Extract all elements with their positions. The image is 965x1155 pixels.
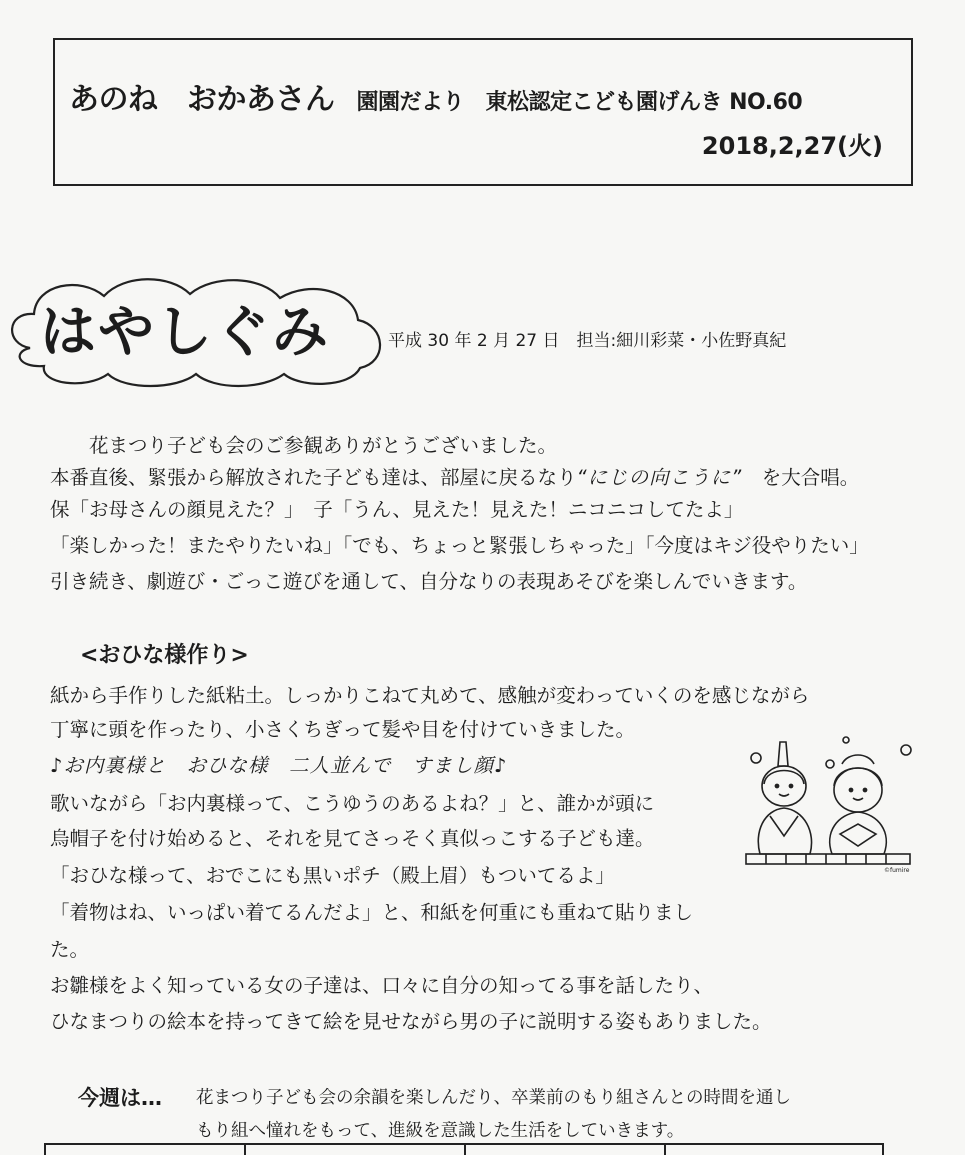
issue-date: 2018,2,27(火): [701, 132, 883, 160]
doll-line: 丁寧に頭を作ったり、小さくちぎって髪や目を付けていきました。: [50, 718, 636, 741]
doll-line: 「おひな様って、おでこにも黒いポチ（殿上眉）もついてるよ」: [50, 864, 615, 887]
this-week-line: 花まつり子ども会の余韻を楽しんだり、卒業前のもり組さんとの時間を通し: [196, 1088, 791, 1108]
newsletter-subtitle: 園園だより 東松認定こども園げんき NO.60: [356, 90, 803, 115]
intro-line: 保「お母さんの顔見えた？」 子「うん、見えた！見えた！ニコニコしてたよ」: [50, 498, 744, 521]
doll-line: 紙から手作りした紙粘土。しっかりこねて丸めて、感触が変わっていくのを感じながら: [50, 684, 810, 707]
this-week-line: もり組へ憧れをもって、進級を意識した生活をしていきます。: [196, 1121, 685, 1141]
intro-text: 本番直後、緊張から解放された子ども達は、部屋に戻るなり: [50, 466, 577, 489]
hina-dolls-illustration-icon: [740, 736, 915, 876]
intro-line: [50, 462, 859, 490]
newsletter-title: あのね おかあさん: [69, 82, 335, 117]
intro-line: 花まつり子ども会のご参観ありがとうございました。: [50, 434, 558, 457]
schedule-table-edge: [44, 1143, 884, 1155]
section-title: <おひな様作り>: [80, 643, 249, 668]
doll-line: ひなまつりの絵本を持ってきて絵を見せながら男の子に説明する姿もありました。: [50, 1010, 772, 1033]
doll-line: 烏帽子を付け始めると、それを見てさっそく真似っこする子ども達。: [50, 827, 655, 850]
this-week-label: 今週は…: [78, 1086, 162, 1110]
doll-line: た。: [50, 938, 90, 961]
intro-text-tail: を大合唱。: [761, 466, 860, 489]
song-title: “にじの向こうに”: [576, 466, 743, 489]
doll-line: 歌いながら「お内裏様って、こうゆうのあるよね？」と、誰かが頭に: [50, 792, 655, 815]
intro-line: 引き続き、劇遊び・ごっこ遊びを通して、自分なりの表現あそびを楽しんでいきます。: [50, 570, 808, 593]
doll-line: お雛様をよく知っている女の子達は、口々に自分の知ってる事を話したり、: [50, 974, 714, 997]
doll-line: 「着物はね、いっぱい着てるんだよ」と、和紙を何重にも重ねて貼りまし: [50, 901, 694, 924]
song-lyric: ♪お内裏様と おひな様 二人並んで すまし顔♪: [50, 754, 508, 777]
class-name: はやしぐみ: [40, 300, 330, 365]
newsletter-header: [53, 38, 913, 186]
intro-line: 「楽しかった！またやりたいね」「でも、ちょっと緊張しちゃった」「今度はキジ役やりたい」: [50, 534, 869, 557]
report-date-and-teachers: 平成 30 年 2 月 27 日 担当:細川彩菜・小佐野真紀: [388, 331, 787, 351]
header-title-line: [69, 74, 802, 118]
illustration-credit: ©fumire: [884, 867, 910, 874]
